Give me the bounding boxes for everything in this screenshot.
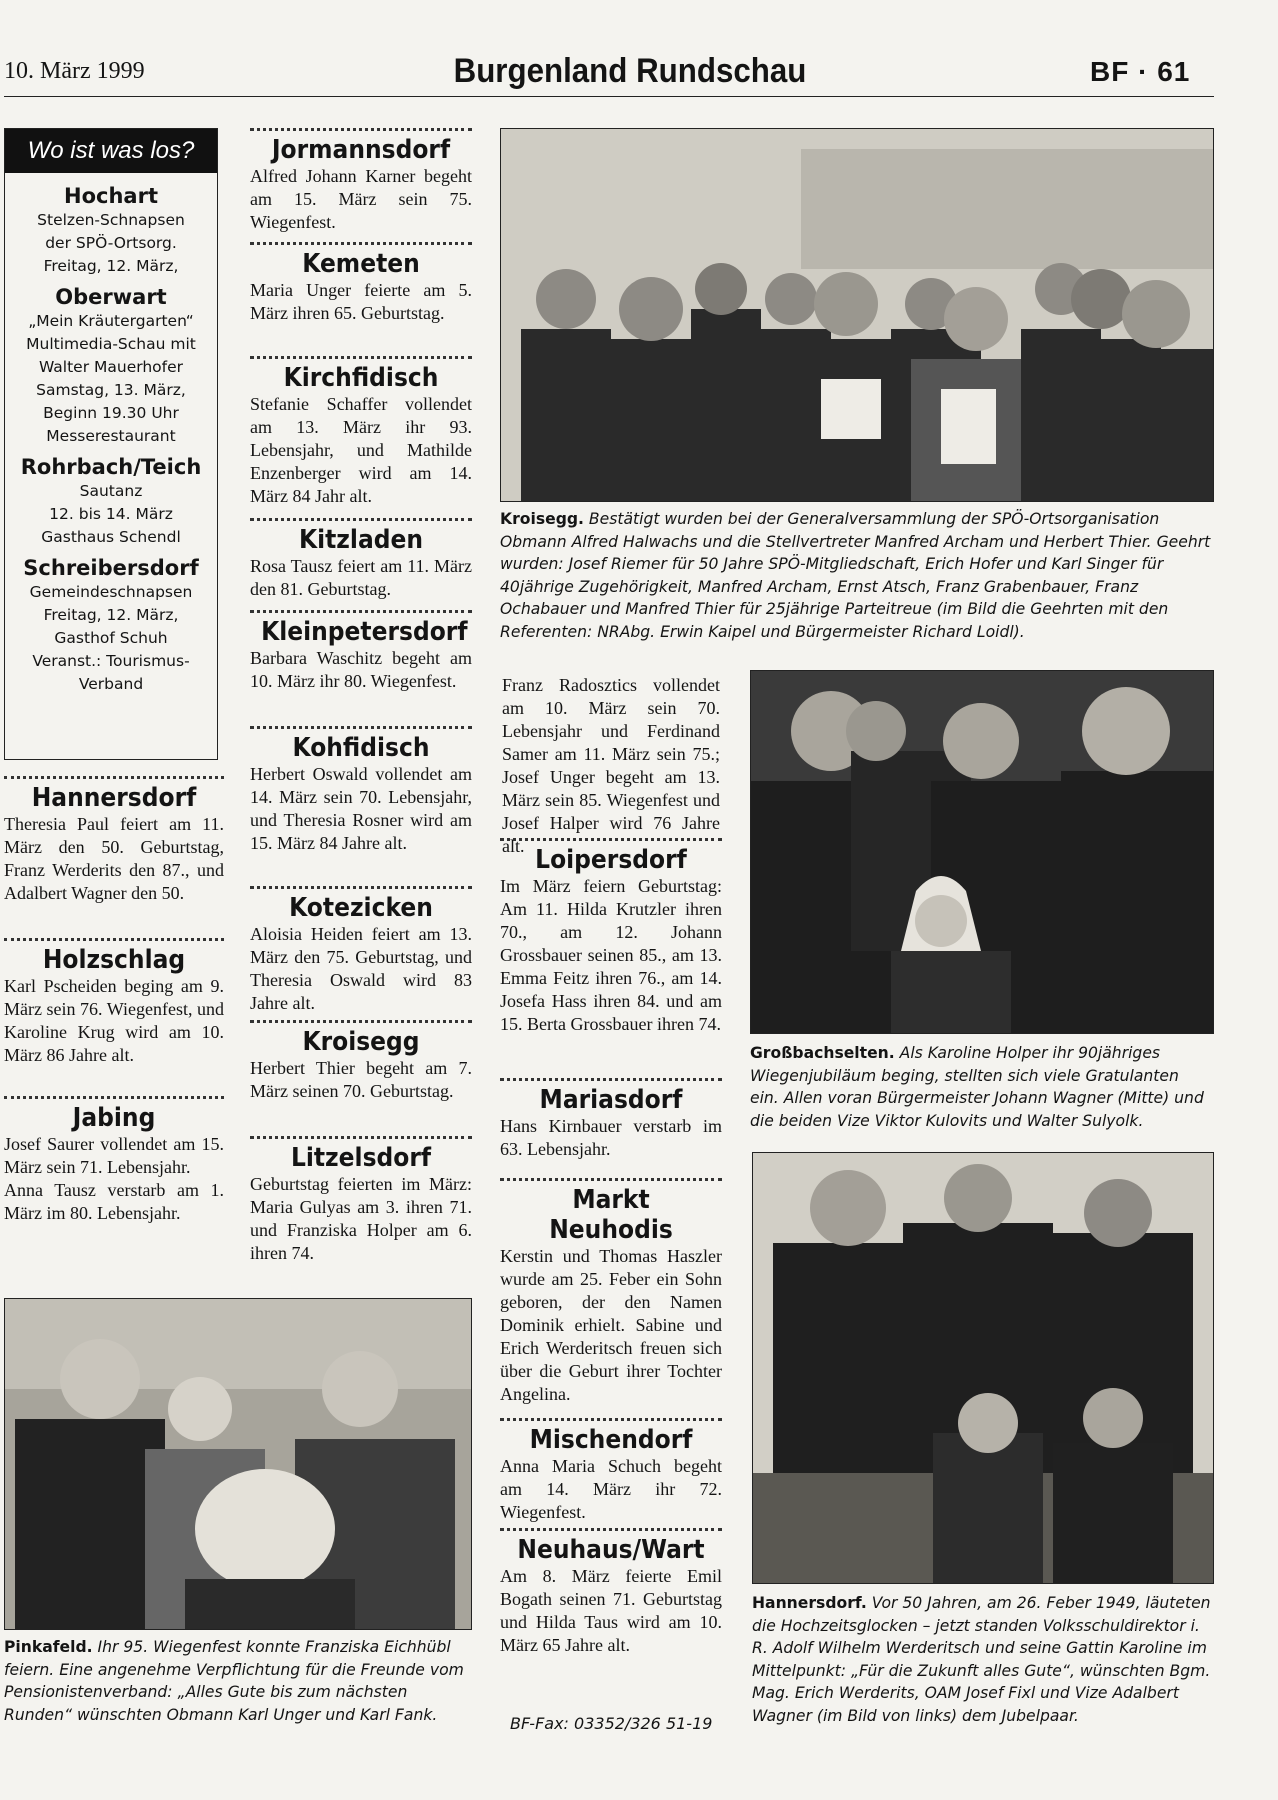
- masthead: Burgenland Rundschau: [453, 52, 807, 90]
- news-entry: [4, 938, 224, 1067]
- dotted-divider: [250, 886, 472, 889]
- event-town: Rohrbach/Teich: [20, 455, 202, 479]
- entry-town: Kohfidisch: [292, 733, 430, 763]
- events-box: [4, 128, 218, 760]
- event-item: [5, 284, 217, 448]
- entry-text: Karl Pscheiden beging am 9. März sein 76. Wiegenfest, und Karoline Krug wird am 10. März 86 Jahre alt.: [4, 976, 224, 1065]
- entry-town: Mischendorf: [529, 1425, 693, 1455]
- event-details: Gemeindeschnapsen Freitag, 12. März, Gasthof Schuh Veranst.: Tourismus- Verband: [29, 583, 193, 693]
- event-details: „Mein Kräutergarten“ Multimedia-Schau mit Walter Mauerhofer Samstag, 13. März, Beginn 19.30 Uhr Messerestaurant: [26, 312, 196, 445]
- caption-place: Pinkafeld.: [4, 1638, 93, 1656]
- event-item: [5, 183, 217, 278]
- news-entry: [500, 838, 722, 1036]
- event-details: Stelzen-Schnapsen der SPÖ-Ortsorg. Freitag, 12. März,: [37, 211, 185, 275]
- event-item: [5, 555, 217, 696]
- entry-town: Jabing: [72, 1103, 156, 1133]
- caption-place: Großbachselten.: [750, 1044, 895, 1062]
- entry-town: Mariasdorf: [539, 1085, 683, 1115]
- caption-text: Bestätigt wurden bei der Generalversammlung der SPÖ-Ortsorganisation Obmann Alfred Halwachs und die Stellvertreter Manfred Archam und Herbert Thier. Geehrt wurden: Josef Riemer für 50 Jahre SPÖ-Mitgliedschaft, Erich Hofer und Karl Singer für 40jährige Zugehörigkeit, Manfred Archam, Ernst Atsch, Franz Grabenbauer, Franz Ochabauer und Manfred Thier für 25jährige Parteitreue (im Bild die Geehrten mit den Referenten: NRAbg. Erwin Kaipel und Bürgermeister Richard Loidl).: [500, 510, 1211, 641]
- header-rule: [4, 96, 1214, 97]
- events-list: [5, 181, 217, 702]
- dotted-divider: [500, 1528, 722, 1531]
- caption-text: Ihr 95. Wiegenfest konnte Franziska Eichhübl feiern. Eine angenehme Verpflichtung für die Freunde vom Pensionistenverband: „Alles Gute bis zum nächsten Runden“ wünschten Obmann Karl Unger und Karl Fank.: [4, 1638, 464, 1724]
- dotted-divider: [4, 1096, 224, 1099]
- dotted-divider: [500, 1178, 722, 1181]
- photo-hannersdorf-couple: [752, 1152, 1214, 1584]
- caption-hannersdorf: [752, 1592, 1214, 1727]
- entry-town: Markt Neuhodis: [549, 1185, 673, 1245]
- entry-text: Am 8. März feierte Emil Bogath seinen 71. Geburtstag und Hilda Taus wird am 10. März 65 Jahre alt.: [500, 1566, 722, 1655]
- entry-text: Maria Unger feierte am 5. März ihren 65. Geburtstag.: [250, 280, 472, 323]
- news-entry: [500, 1418, 722, 1524]
- entry-text: Herbert Thier begeht am 7. März seinen 70. Geburtstag.: [250, 1058, 472, 1101]
- news-entry: [500, 1178, 722, 1406]
- event-details: Sautanz 12. bis 14. März Gasthaus Schendl: [41, 482, 181, 546]
- news-entry: [250, 610, 472, 693]
- entry-town: Kroisegg: [302, 1027, 420, 1057]
- news-entry: [250, 886, 472, 1015]
- entry-text: Stefanie Schaffer vollendet am 13. März ihr 93. Lebensjahr, und Mathilde Enzenberger wird am 14. März 84 Jahr alt.: [250, 394, 472, 506]
- news-entry: [250, 1020, 472, 1103]
- entry-town: Jormannsdorf: [271, 135, 451, 165]
- caption-kroisegg: [500, 508, 1212, 643]
- news-entry: [250, 242, 472, 325]
- event-town: Hochart: [64, 184, 158, 208]
- entry-text: Im März feiern Geburtstag: Am 11. Hilda Krutzler ihren 70., am 12. Johann Grossbauer seinen 85., am 13. Emma Feitz ihren 76., am 14. Josefa Hass ihren 84. und am 15. Berta Grossbauer ihren 74.: [500, 876, 722, 1034]
- dotted-divider: [4, 776, 224, 779]
- caption-place: Hannersdorf.: [752, 1594, 867, 1612]
- entry-text: Kerstin und Thomas Haszler wurde am 25. Feber ein Sohn geboren, der den Namen Dominik erhielt. Sabine und Erich Werderitsch freuen sich über die Geburt ihrer Tochter Angelina.: [500, 1246, 722, 1404]
- news-entry: [250, 518, 472, 601]
- page-number: BF · 61: [1090, 56, 1191, 87]
- entry-intro-text: Franz Radosztics vollendet am 10. März sein 70. Lebensjahr und Ferdinand Samer am 11. März sein 75.; Josef Unger begeht am 13. März sein 85. Wiegenfest und Josef Halper wird 76 Jahre alt.: [502, 675, 720, 856]
- photo-kroisegg-group: [500, 128, 1214, 502]
- news-entry: [250, 1136, 472, 1265]
- entry-town: Kemeten: [302, 249, 420, 279]
- news-entry: [250, 356, 472, 508]
- photo-grossbachselten: [750, 670, 1214, 1034]
- news-entry: [4, 1096, 224, 1225]
- entry-text: Josef Saurer vollendet am 15. März sein 71. Lebensjahr.: [4, 1134, 224, 1177]
- news-entry: [500, 1078, 722, 1161]
- entry-text: Hans Kirnbauer verstarb im 63. Lebensjahr.: [500, 1116, 722, 1159]
- dotted-divider: [250, 1020, 472, 1023]
- dotted-divider: [250, 128, 472, 131]
- dotted-divider: [250, 518, 472, 521]
- dotted-divider: [250, 242, 472, 245]
- entry-town: Kirchfidisch: [283, 363, 439, 393]
- group-photo-illustration: [753, 1153, 1213, 1583]
- events-box-title: Wo ist was los?: [5, 129, 217, 173]
- news-entry: [500, 1528, 722, 1657]
- entry-town: Loipersdorf: [535, 845, 687, 875]
- news-entry: [4, 776, 224, 905]
- fax-number: BF-Fax: 03352/326 51-19: [510, 1714, 713, 1733]
- caption-grossbachselten: [750, 1042, 1212, 1132]
- entry-text: Theresia Paul feiert am 11. März den 50. Geburtstag, Franz Werderits den 87., und Adalbert Wagner den 50.: [4, 814, 224, 903]
- dotted-divider: [250, 356, 472, 359]
- entry-town: Kleinpetersdorf: [261, 617, 468, 647]
- group-photo-illustration: [5, 1299, 471, 1629]
- dotted-divider: [500, 1418, 722, 1421]
- news-entry: [250, 726, 472, 855]
- entry-text: Alfred Johann Karner begeht am 15. März sein 75. Wiegenfest.: [250, 166, 472, 232]
- caption-pinkafeld: [4, 1636, 470, 1726]
- news-entry: [250, 128, 472, 234]
- dotted-divider: [500, 1078, 722, 1081]
- entry-text: Anna Maria Schuch begeht am 14. März ihr 72. Wiegenfest.: [500, 1456, 722, 1522]
- event-town: Schreibersdorf: [23, 556, 199, 580]
- entry-town: Neuhaus/Wart: [517, 1535, 705, 1565]
- event-town: Oberwart: [55, 285, 167, 309]
- entry-text: Barbara Waschitz begeht am 10. März ihr 80. Wiegenfest.: [250, 648, 472, 691]
- event-item: [5, 454, 217, 549]
- dotted-divider: [500, 838, 722, 841]
- issue-date: 10. März 1999: [4, 58, 145, 84]
- dotted-divider: [250, 726, 472, 729]
- caption-place: Kroisegg.: [500, 510, 584, 528]
- entry-town: Hannersdorf: [31, 783, 197, 813]
- entry-town: Litzelsdorf: [290, 1143, 432, 1173]
- dotted-divider: [250, 610, 472, 613]
- caption-text: Vor 50 Jahren, am 26. Feber 1949, läuteten die Hochzeitsglocken – jetzt standen Volksschuldirektor i. R. Adolf Wilhelm Werderitsch und seine Gattin Karoline im Mittelpunkt: „Für die Zukunft alles Gute“, wünschten Bgm. Mag. Erich Werderits, OAM Josef Fixl und Vize Adalbert Wagner (im Bild von links) dem Jubelpaar.: [752, 1594, 1211, 1725]
- dotted-divider: [4, 938, 224, 941]
- entry-text: Anna Tausz verstarb am 1. März im 80. Lebensjahr.: [4, 1180, 224, 1223]
- caption-text: Als Karoline Holper ihr 90jähriges Wiegenjubiläum beging, stellten sich viele Gratulanten ein. Allen voran Bürgermeister Johann Wagner (Mitte) und die beiden Vize Viktor Kulovits und Walter Sulyolk.: [750, 1044, 1204, 1130]
- entry-text: Herbert Oswald vollendet am 14. März sein 70. Lebensjahr, und Theresia Rosner wird am 15. März 84 Jahre alt.: [250, 764, 472, 853]
- group-photo-illustration: [501, 129, 1213, 501]
- entry-text: Aloisia Heiden feiert am 13. März den 75. Geburtstag, und Theresia Oswald wird 83 Jahre alt.: [250, 924, 472, 1013]
- entry-town: Holzschlag: [42, 945, 186, 975]
- dotted-divider: [250, 1136, 472, 1139]
- entry-text: Geburtstag feierten im März: Maria Gulyas am 3. ihren 71. und Franziska Holper am 6. ihren 74.: [250, 1174, 472, 1263]
- entry-town: Kotezicken: [289, 893, 433, 923]
- entry-text: Rosa Tausz feiert am 11. März den 81. Geburtstag.: [250, 556, 472, 599]
- group-photo-illustration: [751, 671, 1213, 1033]
- photo-pinkafeld: [4, 1298, 472, 1630]
- entry-town: Kitzladen: [298, 525, 424, 555]
